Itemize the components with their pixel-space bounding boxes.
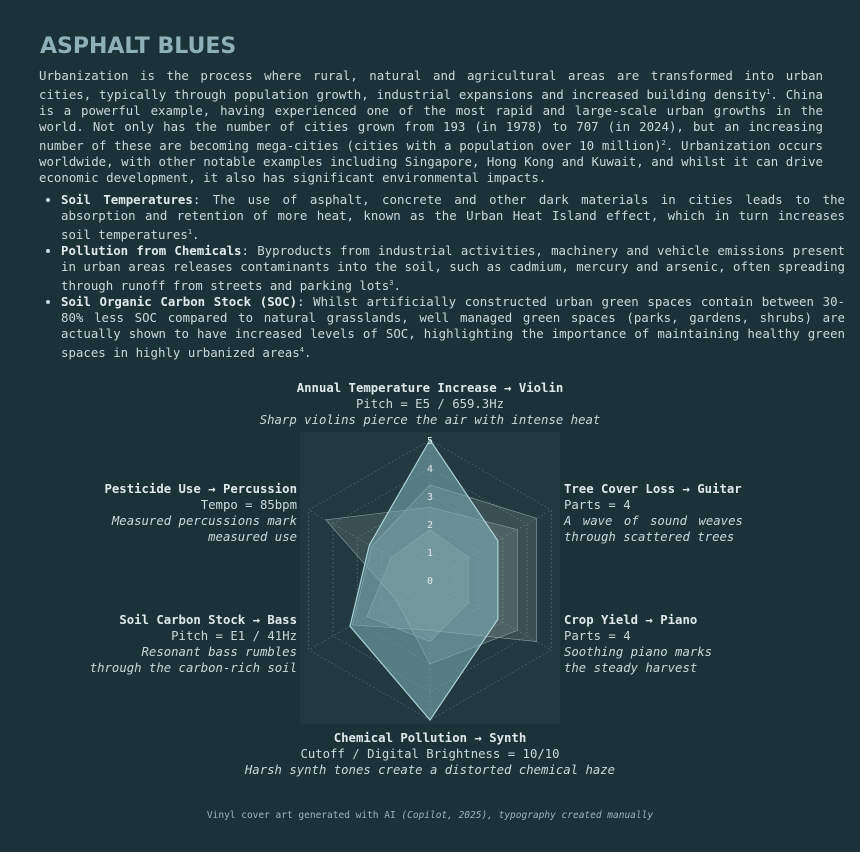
axis-title: Soil Carbon Stock → Bass xyxy=(119,613,297,627)
axis-caption: Resonant bass rumbles xyxy=(141,645,297,659)
impact-list xyxy=(39,192,845,361)
list-item xyxy=(61,243,845,294)
axis-param: Parts = 4 xyxy=(564,629,631,643)
r-tick-label: 5 xyxy=(426,436,434,447)
page-title: ASPHALT BLUES xyxy=(40,34,237,59)
footer-credit xyxy=(0,810,860,821)
axis-title: Tree Cover Loss → Guitar xyxy=(564,482,742,496)
axis-label-chemical-pollution xyxy=(200,730,660,778)
intro-paragraph xyxy=(39,68,823,186)
intro-text-3: . Urbanization occurs worldwide, with other notable examples including Singapore, Hong Kong and Kuwait, and whilst it can drive economic development, it also has significant environmental impacts. xyxy=(39,138,824,186)
bullet-text: : Byproducts from industrial activities, machinery and vehicle emissions present in urban areas releases contaminants into the soil, such as cadmium, mercury and arsenic, often spreading through runoff from streets and parking lots xyxy=(61,243,845,294)
axis-caption: Sharp violins pierce the air with intense heat xyxy=(259,413,601,427)
bullet-term: Soil Organic Carbon Stock (SOC) xyxy=(61,294,298,310)
r-tick-label: 1 xyxy=(426,548,434,559)
intro-text-1: Urbanization is the process where rural, natural and agricultural areas are transformed into urban cities, typically through population growth, industrial expansions and increased building density xyxy=(39,68,823,103)
axis-caption: Measured percussions mark xyxy=(111,514,297,528)
axis-label-tree-cover xyxy=(564,481,754,545)
axis-title: Crop Yield → Piano xyxy=(564,613,698,627)
axis-caption-2: through scattered trees xyxy=(564,530,735,544)
bullet-end: . xyxy=(393,278,401,294)
bullet-text: : Whilst artificially constructed urban green spaces contain between 30-80% less SOC compared to natural grasslands, well managed green spaces (parks, gardens, shrubs) are actually shown to have increased levels of SOC, highlighting the importance of maintaining healthy green spaces in highly urbanized areas xyxy=(61,294,845,361)
bullet-ref: 4 xyxy=(299,346,304,355)
list-item xyxy=(61,192,845,243)
intro-ref-2: 2 xyxy=(661,139,666,148)
bullet-end: . xyxy=(303,345,312,361)
list-item xyxy=(61,294,845,361)
axis-title: Annual Temperature Increase → Violin xyxy=(296,381,564,395)
axis-param: Pitch = E5 / 659.3Hz xyxy=(355,397,505,411)
axis-caption-2: measured use xyxy=(208,530,297,544)
radar-chart xyxy=(300,432,560,724)
axis-param: Cutoff / Digital Brightness = 10/10 xyxy=(300,747,560,761)
axis-param: Parts = 4 xyxy=(564,498,631,512)
r-tick-label: 3 xyxy=(426,492,434,503)
axis-caption: A wave of sound weaves xyxy=(564,514,743,528)
credit-italic: (Copilot, 2025), typography created manually xyxy=(401,810,654,821)
axis-label-soil-carbon xyxy=(60,612,297,676)
intro-ref-1: 1 xyxy=(766,88,771,96)
intro-text-2: . China is a powerful example, having experienced one of the most rapid and large-scale urban growths in the world. Not only has the number of cities grown from 193 (in 1978) to 707 (in 2024), but an increasing number of these are becoming mega-cities (cities with a population over 10 million) xyxy=(39,87,823,154)
axis-label-pesticide xyxy=(60,481,297,545)
axis-label-crop-yield xyxy=(564,612,754,676)
axis-label-temperature xyxy=(230,380,630,428)
credit-text: Vinyl cover art generated with AI xyxy=(206,810,402,821)
bullet-ref: 3 xyxy=(389,279,394,288)
r-tick-label: 0 xyxy=(426,576,434,587)
bullet-text: : The use of asphalt, concrete and other dark materials in cities leads to the absorption and retention of more heat, known as the Urban Heat Island effect, which in turn increases soil temperatures xyxy=(61,192,845,243)
r-tick-label: 4 xyxy=(426,464,434,475)
axis-caption-2: the steady harvest xyxy=(564,661,698,675)
axis-caption-2: through the carbon-rich soil xyxy=(89,661,297,675)
bullet-term: Pollution from Chemicals xyxy=(61,243,242,259)
axis-param: Tempo = 85bpm xyxy=(200,498,297,512)
bullet-term: Soil Temperatures xyxy=(61,192,193,207)
axis-title: Pesticide Use → Percussion xyxy=(104,482,297,496)
bullet-end: . xyxy=(192,227,200,243)
axis-title: Chemical Pollution → Synth xyxy=(333,731,527,745)
r-tick-label: 2 xyxy=(426,520,434,531)
bullet-ref: 1 xyxy=(187,228,193,236)
axis-param: Pitch = E1 / 41Hz xyxy=(171,629,297,643)
axis-caption: Soothing piano marks xyxy=(564,645,713,659)
axis-caption: Harsh synth tones create a distorted chemical haze xyxy=(244,763,616,777)
